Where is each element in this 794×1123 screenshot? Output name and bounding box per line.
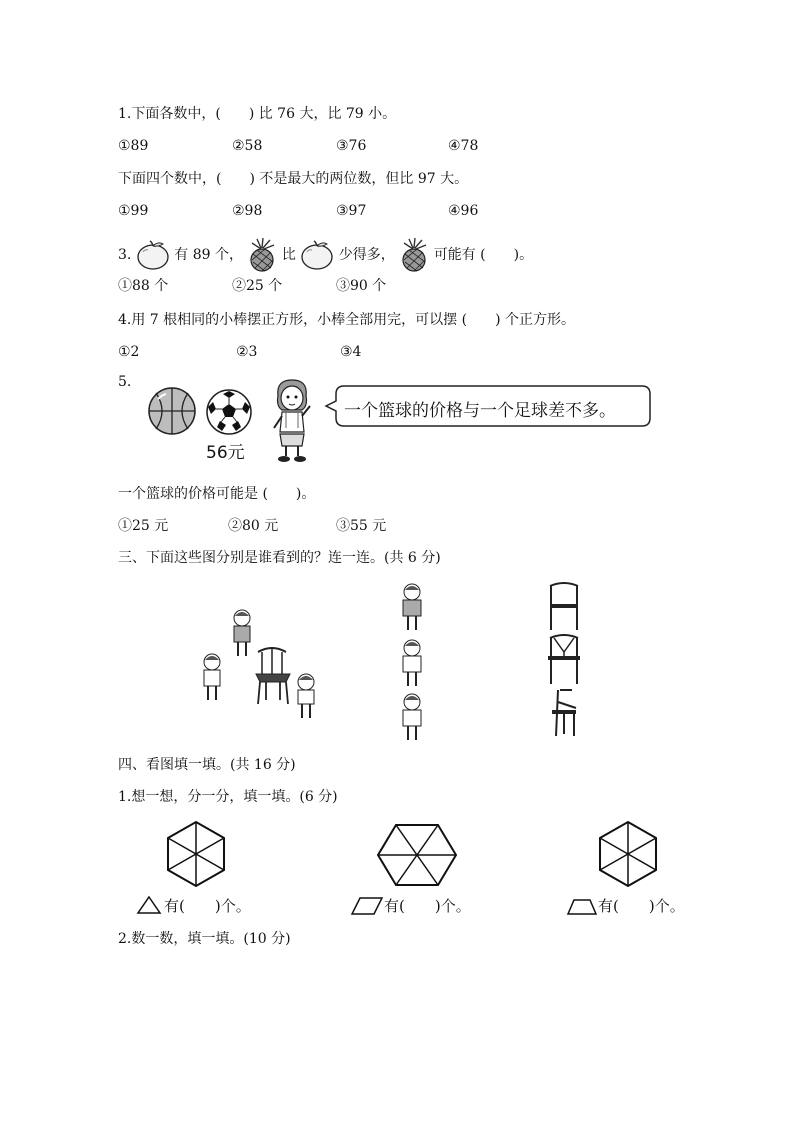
apple-icon — [136, 240, 170, 270]
q5-option-2[interactable]: ②80 元 — [228, 518, 279, 534]
section4-q2: 2.数一数，填一填。(10 分) — [118, 931, 291, 947]
chair-view-3 — [546, 688, 582, 738]
q5-option-1[interactable]: ①25 元 — [118, 518, 169, 534]
section3-title: 三、下面这些图分别是谁看到的？连一连。(共 6 分) — [118, 550, 441, 566]
section4-title: 四、看图填一填。(共 16 分) — [118, 757, 296, 773]
girl-illustration — [268, 376, 316, 464]
q2-option-1[interactable]: ①99 — [118, 203, 149, 219]
speech-bubble-text: 一个篮球的价格与一个足球差不多。 — [344, 401, 616, 421]
q3-text — [118, 238, 533, 272]
child-view-2 — [398, 638, 428, 688]
q2-option-2[interactable]: ②98 — [232, 203, 263, 219]
child-view-1 — [398, 582, 428, 632]
q3-number: 3. — [118, 247, 132, 263]
q3-part1: 有 89 个， — [174, 247, 243, 263]
fill-trapezoid[interactable]: 有( )个。 — [598, 897, 685, 915]
q4-text: 4.用 7 根相同的小棒摆正方形，小棒全部用完，可以摆 ( ) 个正方形。 — [118, 312, 575, 328]
q2-text: 下面四个数中，( ) 不是最大的两位数，但比 97 大。 — [118, 171, 469, 187]
hexagon-triangles — [162, 820, 230, 888]
q1-option-3[interactable]: ③76 — [336, 138, 367, 154]
chair-view-1 — [546, 582, 582, 632]
q3-option-1[interactable]: ①88 个 — [118, 278, 169, 294]
q3-part3: 少得多， — [338, 247, 395, 263]
football-icon — [204, 387, 254, 437]
q3-part2: 比 — [281, 247, 296, 263]
q1-option-2[interactable]: ②58 — [232, 138, 263, 154]
fill-triangle[interactable]: 有( )个。 — [164, 897, 251, 915]
basketball-icon — [146, 385, 198, 437]
chair-view-2 — [546, 634, 582, 686]
hexagon-trapezoids — [596, 820, 660, 888]
football-price: 56元 — [206, 443, 245, 463]
q3-option-3[interactable]: ③90 个 — [336, 278, 387, 294]
q3-option-2[interactable]: ②25 个 — [232, 278, 283, 294]
q4-option-2[interactable]: ②3 — [236, 344, 258, 360]
q5-number: 5. — [118, 374, 132, 390]
q1-option-4[interactable]: ④78 — [448, 138, 479, 154]
q3-part4: 可能有 ( )。 — [433, 247, 534, 263]
triangle-icon — [136, 895, 162, 915]
scene-chair-with-children — [196, 608, 326, 724]
q2-option-3[interactable]: ③97 — [336, 203, 367, 219]
q5-option-3[interactable]: ③55 元 — [336, 518, 387, 534]
pineapple-icon — [247, 238, 277, 272]
fill-parallelogram[interactable]: 有( )个。 — [384, 897, 471, 915]
section4-q1: 1.想一想，分一分，填一填。(6 分) — [118, 789, 338, 805]
q1-option-1[interactable]: ①89 — [118, 138, 149, 154]
child-view-3 — [398, 692, 428, 742]
pineapple-icon — [399, 238, 429, 272]
parallelogram-icon — [350, 896, 384, 916]
q1-text: 1.下面各数中，( ) 比 76 大，比 79 小。 — [118, 106, 397, 122]
trapezoid-icon — [566, 898, 598, 916]
q4-option-3[interactable]: ③4 — [340, 344, 362, 360]
apple-icon — [300, 240, 334, 270]
q2-option-4[interactable]: ④96 — [448, 203, 479, 219]
q4-option-1[interactable]: ①2 — [118, 344, 140, 360]
q5-question: 一个篮球的价格可能是 ( )。 — [118, 486, 316, 502]
hexagon-parallelograms — [376, 823, 458, 887]
